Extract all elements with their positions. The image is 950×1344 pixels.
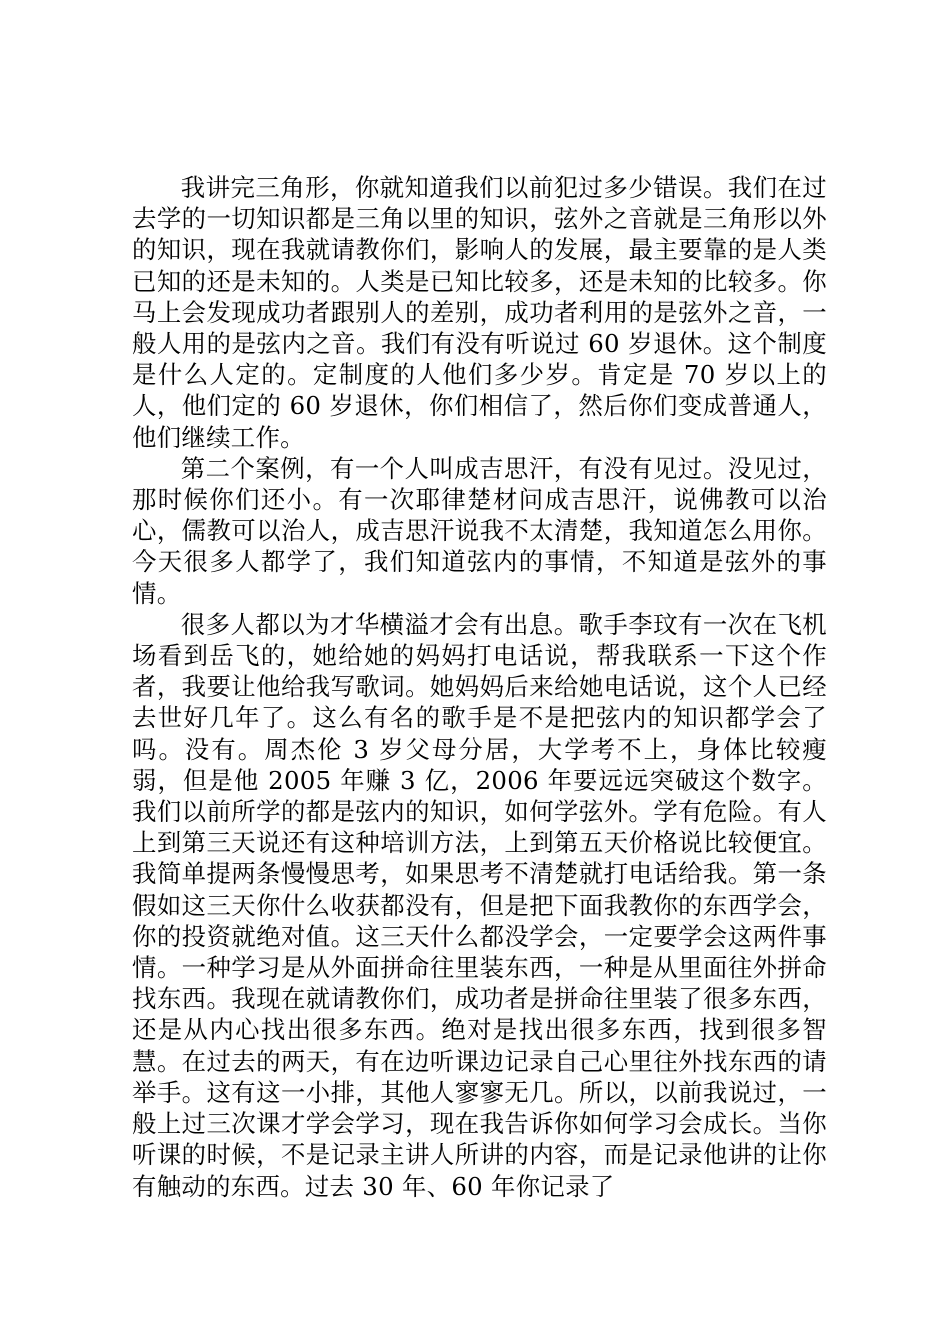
paragraph-1: 我讲完三角形，你就知道我们以前犯过多少错误。我们在过去学的一切知识都是三角以里的知识，弦外之音就是三角形以外的知识，现在我就请教你们，影响人的发展，最主要靠的是人类已知的还是未知的。人类是已知比较多，还是未知的比较多。你马上会发现成功者跟别人的差别，成功者利用的是弦外之音，一般人用的是弦内之音。我们有没有听说过 60 岁退休。这个制度是什么人定的。定制度的人他们多少岁。肯定是 70 岁以上的人，他们定的 60 岁退休，你们相信了，然后你们变成普通人，他们继续工作。 xyxy=(132,173,827,452)
paragraph-3: 很多人都以为才华横溢才会有出息。歌手李玟有一次在飞机场看到岳飞的，她给她的妈妈打电话说，帮我联系一下这个作者，我要让他给我写歌词。她妈妈后来给她电话说，这个人已经去世好几年了。这么有名的歌手是不是把弦内的知识都学会了吗。没有。周杰伦 3 岁父母分居，大学考不上，身体比较瘦弱，但是他 2005 年赚 3 亿，2006 年要远远突破这个数字。我们以前所学的都是弦内的知识，如何学弦外。学有危险。有人上到第三天说还有这种培训方法，上到第五天价格说比较便宜。我简单提两条慢慢思考，如果思考不清楚就打电话给我。第一条假如这三天你什么收获都没有，但是把下面我教你的东西学会，你的投资就绝对值。这三天什么都没学会，一定要学会这两件事情。一种学习是从外面拼命往里装东西，一种是从里面往外拼命找东西。我现在就请教你们，成功者是拼命往里装了很多东西，还是从内心找出很多东西。绝对是找出很多东西，找到很多智慧。在过去的两天，有在边听课边记录自己心里往外找东西的请举手。这有这一小排，其他人寥寥无几。所以，以前我说过，一般上过三次课才学会学习，现在我告诉你如何学习会成长。当你听课的时候，不是记录主讲人所讲的内容，而是记录他讲的让你有触动的东西。过去 30 年、60 年你记录了 xyxy=(132,609,827,1201)
document-body xyxy=(132,172,827,1202)
paragraph-2: 第二个案例，有一个人叫成吉思汗，有没有见过。没见过，那时候你们还小。有一次耶律楚材问成吉思汗，说佛教可以治心，儒教可以治人，成吉思汗说我不太清楚，我知道怎么用你。今天很多人都学了，我们知道弦内的事情，不知道是弦外的事情。 xyxy=(132,453,827,608)
